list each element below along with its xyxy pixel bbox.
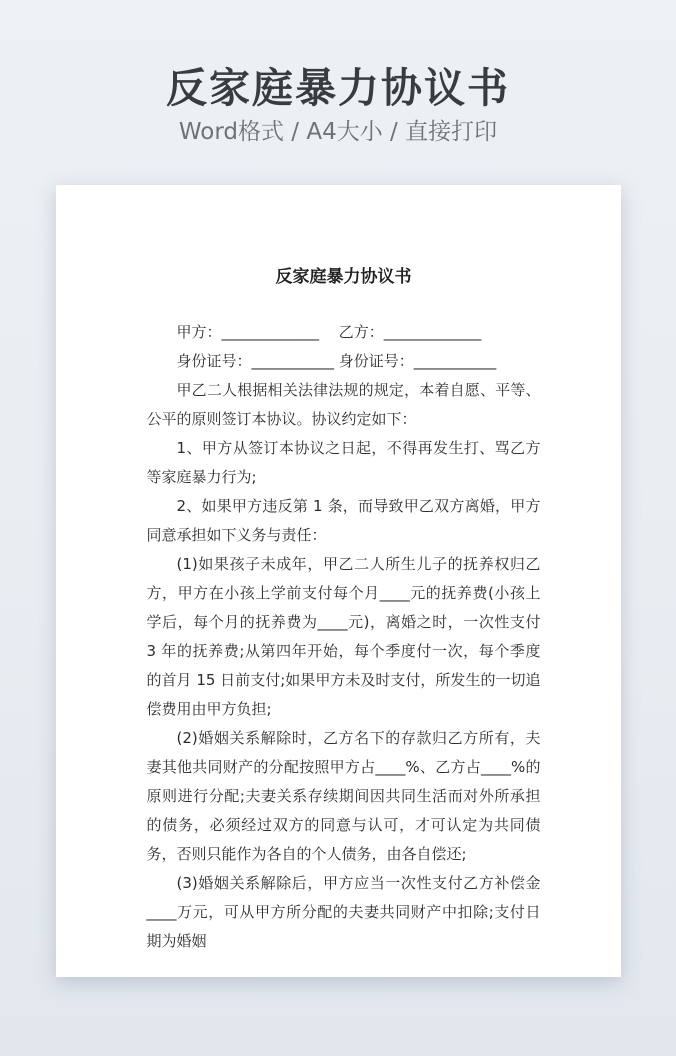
- preamble-paragraph: 甲乙二人根据相关法律法规的规定，本着自愿、平等、公平的原则签订本协议。协议约定如下：: [146, 381, 541, 428]
- clause-2-item-1: (1)如果孩子未成年，甲乙二人所生儿子的抚养权归乙方，甲方在小孩上学前支付每个月____元的抚养费(小孩上学后，每个月的抚养费为____元)，离婚之时，一次性支付 3 年的抚养费;从第四年开始，每个季度付一次，每个季度的首月 15 日前支付;如果甲方未及时支付，所发生的一切追偿费用由甲方负担;: [146, 555, 541, 718]
- id-number-line: 身份证号：___________ 身份证号：___________: [176, 352, 497, 370]
- clause-2-item-3: (3)婚姻关系解除后，甲方应当一次性支付乙方补偿金____万元，可从甲方所分配的夫妻共同财产中扣除;支付日期为婚姻: [146, 874, 541, 950]
- clause-2-item-2: (2)婚姻关系解除时，乙方名下的存款归乙方所有，夫妻其他共同财产的分配按照甲方占____%、乙方占____%的原则进行分配;夫妻关系存续期间因共同生活而对外所承担的债务，必须经过双方的同意与认可，才可认定为共同债务，否则只能作为各自的个人债务，由各自偿还;: [146, 729, 541, 863]
- document-page: [56, 185, 621, 977]
- clause-1: 1、甲方从签订本协议之日起，不得再发生打、骂乙方等家庭暴力行为;: [146, 439, 541, 486]
- document-body: [147, 318, 541, 956]
- banner-subtitle: Word格式 / A4大小 / 直接打印: [178, 119, 498, 145]
- banner: [0, 0, 676, 148]
- banner-title: 反家庭暴力协议书: [166, 64, 510, 112]
- party-name-line: 甲方：_____________ 乙方：_____________: [176, 323, 482, 341]
- document-title: 反家庭暴力协议书: [275, 267, 412, 287]
- clause-2: 2、如果甲方违反第 1 条，而导致甲乙双方离婚，甲方同意承担如下义务与责任：: [146, 497, 541, 544]
